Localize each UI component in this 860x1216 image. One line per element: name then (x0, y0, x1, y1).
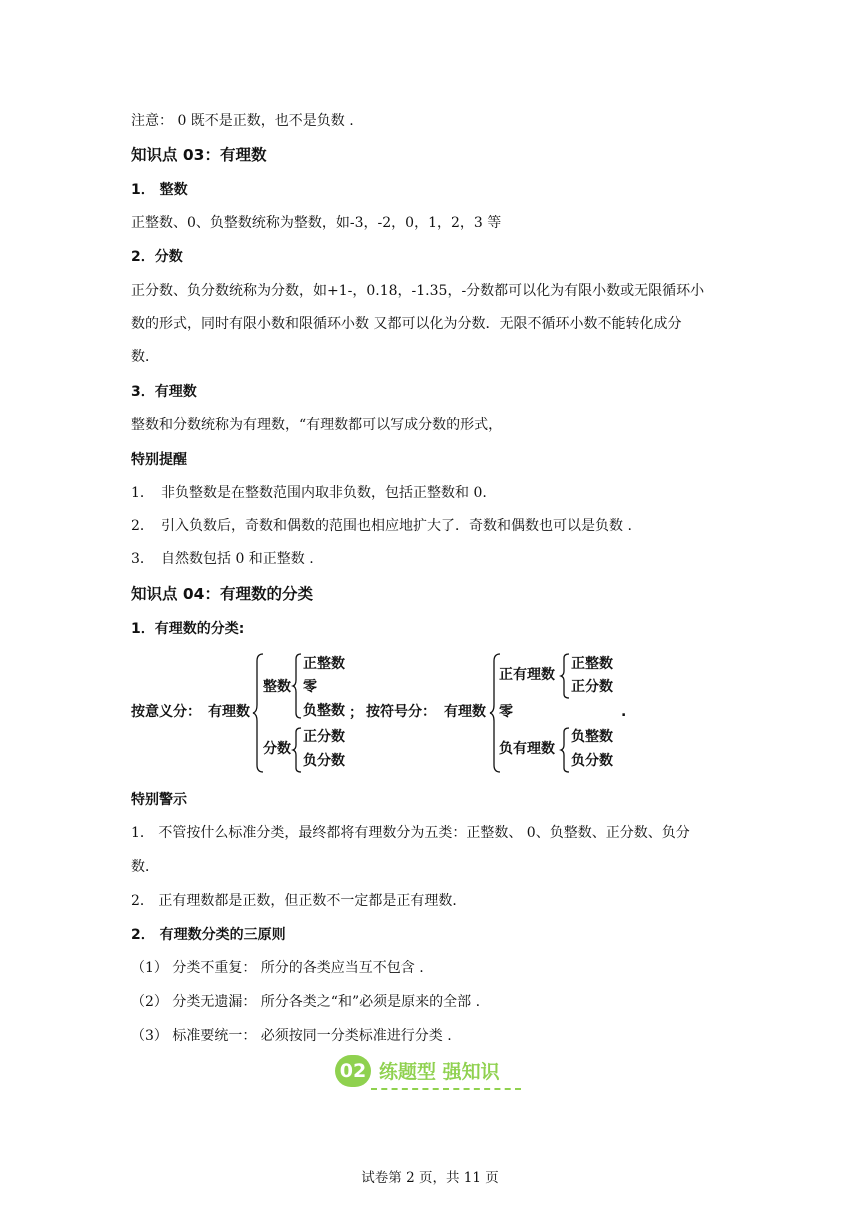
integer-brace (293, 653, 303, 719)
subsection-rational-title: 3．有理数 (131, 384, 197, 400)
pos-frac-label: 正分数 (571, 679, 613, 695)
integer-definition: 正整数、0、负整数统称为整数，如-3，-2，0，1，2，3 等 (131, 215, 502, 231)
by-meaning-label: 按意义分： (131, 704, 201, 720)
integer-label: 整数 (263, 679, 291, 695)
pos-rational-brace (561, 653, 571, 699)
warning-2: 2． 正有理数都是正数，但正数不一定都是正有理数． (131, 893, 467, 909)
subsection-integer-title: 1． 整数 (131, 182, 188, 198)
reminder-item (131, 483, 487, 503)
reminder-item (131, 549, 314, 569)
reminder-text: 引入负数后，奇数和偶数的范围也相应地扩大了．奇数和偶数也可以是负数 . (161, 518, 632, 534)
fraction-definition-line-3: 数． (131, 349, 159, 365)
pos-int-label: 正整数 (303, 656, 345, 672)
reminder-number: 2． (131, 518, 154, 534)
fraction-definition-line-1: 正分数、负分数统称为分数，如+1-，0.18，-1.35，-分数都可以化为有限小数或无限循环小 (131, 283, 705, 299)
page-footer: 试卷第 2 页，共 11 页 (361, 1170, 499, 1186)
classification-title: 1．有理数的分类: (131, 621, 245, 637)
badge-number: 02 (335, 1055, 371, 1087)
reminder-number: 3． (131, 551, 154, 567)
section-title-kp04: 知识点 04：有理数的分类 (131, 585, 313, 603)
section-title-kp03: 知识点 03：有理数 (131, 146, 267, 164)
by-sign-root: 有理数 (444, 704, 486, 720)
warning-title: 特别警示 (131, 792, 187, 808)
warning-1-line-2: 数． (131, 859, 159, 875)
pos-rational-label: 正有理数 (499, 667, 555, 683)
warning-1-line-1: 1． 不管按什么标准分类，最终都将有理数分为五类：正整数、 0、负整数、正分数、负分 (131, 825, 690, 841)
rational-definition: 整数和分数统称为有理数，“有理数都可以写成分数的形式， (131, 417, 503, 433)
reminder-text: 非负整数是在整数范围内取非负数，包括正整数和 0. (161, 485, 487, 501)
principle-item: （3） 标准要统一： 必须按同一分类标准进行分类 . (131, 1028, 452, 1044)
neg-rational-brace (561, 727, 571, 773)
pos-int-label: 正整数 (571, 656, 613, 672)
note-zero: 注意： 0 既不是正数，也不是负数 . (131, 113, 354, 129)
fraction-brace (293, 727, 303, 773)
reminder-number: 1． (131, 485, 154, 501)
practice-badge (335, 1055, 525, 1091)
by-sign-label: 按符号分： (366, 704, 436, 720)
by-meaning-root: 有理数 (208, 704, 250, 720)
neg-rational-label: 负有理数 (499, 741, 555, 757)
fraction-definition-line-2: 数的形式，同时有限小数和限循环小数 又都可以化为分数．无限不循环小数不能转化成分 (131, 316, 682, 332)
zero-label: 零 (303, 679, 317, 695)
neg-frac-label: 负分数 (571, 753, 613, 769)
neg-int-label: 负整数 (303, 703, 345, 719)
principles-title: 2． 有理数分类的三原则 (131, 927, 286, 943)
badge-dashed-underline (371, 1088, 521, 1090)
pos-frac-label: 正分数 (303, 729, 345, 745)
principle-item: （1） 分类不重复： 所分的各类应当互不包含 . (131, 960, 424, 976)
separator: ； (349, 705, 363, 721)
neg-frac-label: 负分数 (303, 753, 345, 769)
zero-label: 零 (499, 704, 513, 720)
fraction-label: 分数 (263, 741, 291, 757)
reminder-item (131, 516, 632, 536)
end-dot: . (621, 704, 627, 720)
badge-text: 练题型 强知识 (379, 1061, 500, 1083)
subsection-fraction-title: 2．分数 (131, 249, 183, 265)
principle-item: （2） 分类无遗漏： 所分各类之“和”必须是原来的全部 . (131, 994, 481, 1010)
reminder-title: 特别提醒 (131, 452, 187, 468)
reminder-text: 自然数包括 0 和正整数 . (161, 551, 314, 567)
neg-int-label: 负整数 (571, 729, 613, 745)
